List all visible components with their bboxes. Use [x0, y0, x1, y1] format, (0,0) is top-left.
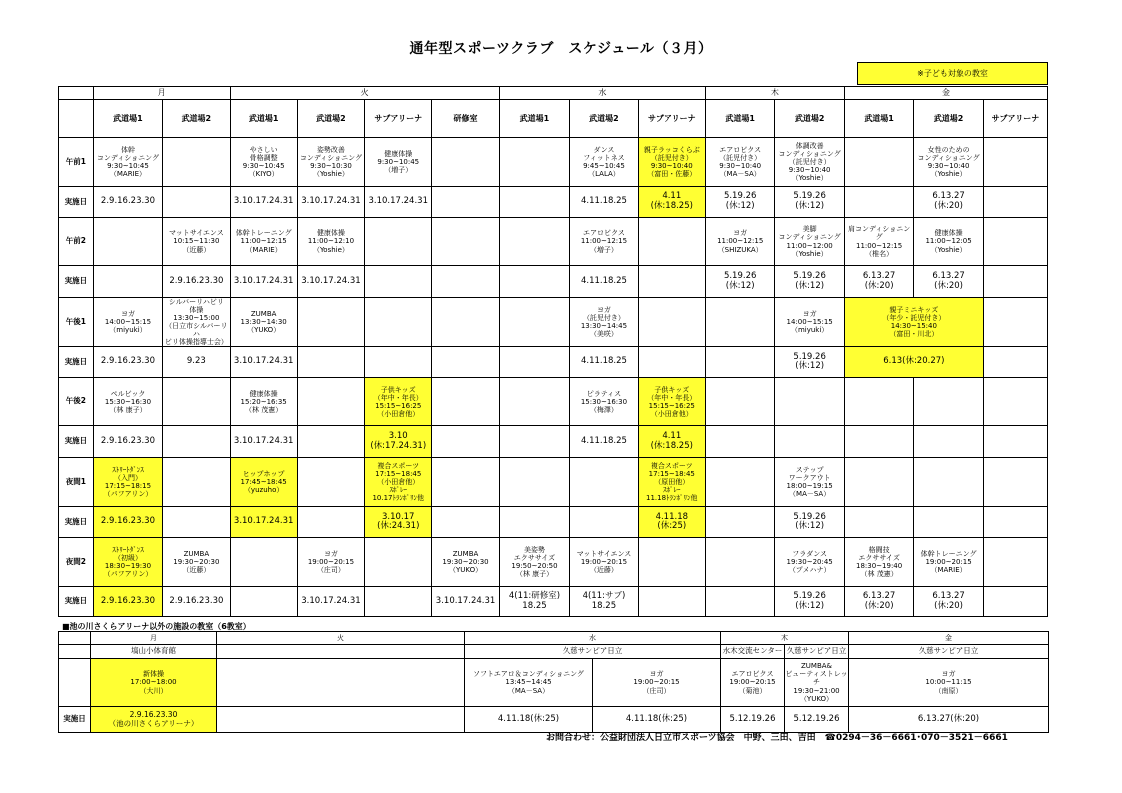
date-cell: 2.9.16.23.30 [163, 266, 230, 298]
date-cell: 3.10.17.24.31 [230, 347, 297, 378]
date-cell [775, 426, 844, 458]
row-label: 実施日 [59, 266, 94, 298]
class-cell: 子供キッズ （年中・年長） 15:15~16:25 （小田倉他） [365, 378, 432, 426]
date-cell: 6.13.27(休:20) [849, 707, 1049, 733]
class-cell [844, 378, 913, 426]
date-cell: 4(11:サブ) 18.25 [570, 587, 638, 617]
date-cell: 3.10.17.24.31 [230, 426, 297, 458]
row-label: 午後2 [59, 378, 94, 426]
date-row [59, 507, 1048, 538]
date-cell: 4.11.18.25 [570, 187, 638, 218]
date-cell: 5.12.19.26 [721, 707, 785, 733]
class-cell: 体調改善 コンディショニング （託児付き） 9:30~10:40 （Yoshie） [775, 138, 844, 187]
class-cell [297, 298, 364, 347]
class-cell [638, 538, 705, 587]
class-cell [297, 378, 364, 426]
day-header: 月 [93, 87, 230, 100]
date-cell: 3.10.17.24.31 [297, 187, 364, 218]
date-cell: 4.11.18 (休:25) [638, 507, 705, 538]
date-cell: 4.11.18(休:25) [593, 707, 721, 733]
date-cell: 5.12.19.26 [785, 707, 849, 733]
class-row [59, 378, 1048, 426]
date-cell [432, 507, 499, 538]
date-cell: 2.9.16.23.30 [163, 587, 230, 617]
date-cell [163, 507, 230, 538]
schedule-table [58, 86, 1048, 617]
class-cell: 健康体操 9:30~10:45 （増子） [365, 138, 432, 187]
class-row [59, 538, 1048, 587]
date-cell: 4.11.18.25 [570, 426, 638, 458]
room-header: 武道場2 [163, 100, 230, 138]
class-cell [432, 138, 499, 187]
room-header: 武道場1 [844, 100, 913, 138]
class-cell: ヨガ 11:00~12:15 （SHIZUKA） [705, 218, 774, 266]
date-cell [570, 507, 638, 538]
class-cell: 子供キッズ （年中・年長） 15:15~16:25 （小田倉他） [638, 378, 705, 426]
day-header: 金 [844, 87, 1047, 100]
class-cell: 体幹トレーニング 19:00~20:15 （MARIE） [914, 538, 983, 587]
date-cell: 3.10.17.24.31 [297, 587, 364, 617]
class-cell [570, 458, 638, 507]
class-cell [844, 458, 913, 507]
class-cell [983, 218, 1047, 266]
class-cell [499, 218, 570, 266]
date-row [59, 587, 1048, 617]
date-cell [983, 426, 1047, 458]
date-cell [983, 347, 1047, 378]
date-cell [432, 426, 499, 458]
date-row [59, 426, 1048, 458]
date-cell: 5.19.26 (休:12) [775, 347, 844, 378]
date-cell: 3.10.17.24.31 [230, 187, 297, 218]
date-cell: 2.9.16.23.30 [93, 187, 162, 218]
date-cell: 2.9.16.23.30 [93, 347, 162, 378]
class-cell: ヨガ 10:00~11:15 （南原） [849, 659, 1049, 707]
date-cell [499, 266, 570, 298]
date-cell: 5.19.26 (休:12) [705, 266, 774, 298]
class-cell: ヨガ 14:00~15:15 （miyuki） [93, 298, 162, 347]
row-label: 夜間2 [59, 538, 94, 587]
venue-header: 塙山小体育館 [91, 645, 217, 659]
class-cell: ソフトエアロ＆コンディショニング 13:45~14:45 （MA－SA） [465, 659, 593, 707]
date-cell: 3.10.17.24.31 [230, 266, 297, 298]
venue-header: 久慈サンピア日立 [785, 645, 849, 659]
class-cell [983, 378, 1047, 426]
class-cell: ヒップホップ 17:45~18:45 （yuzuho） [230, 458, 297, 507]
date-cell [499, 347, 570, 378]
class-cell [365, 298, 432, 347]
date-cell: 3.10.17.24.31 [297, 266, 364, 298]
class-cell [844, 138, 913, 187]
date-cell: 5.19.26 (休:12) [775, 587, 844, 617]
class-cell: ダンス フィットネス 9:45~10:45 （LALA） [570, 138, 638, 187]
date-cell [163, 426, 230, 458]
class-cell [230, 538, 297, 587]
class-cell: 美脚 コンディショニング 11:00~12:00 （Yoshie） [775, 218, 844, 266]
class-cell: 体幹 コンディショニング 9:30~10:45 （MARIE） [93, 138, 162, 187]
date-cell: 6.13.27 (休:20) [914, 587, 983, 617]
class-cell [914, 458, 983, 507]
row-label: 午前2 [59, 218, 94, 266]
row-label: 午後1 [59, 298, 94, 347]
corner-cell [59, 659, 91, 707]
date-cell [297, 507, 364, 538]
date-cell: 4.11.18.25 [570, 266, 638, 298]
date-cell: 3.10.17.24.31 [230, 507, 297, 538]
venue-header: 水木交流センター [721, 645, 785, 659]
class-cell [163, 138, 230, 187]
class-cell: ペルビック 15:30~16:30 （林 康子） [93, 378, 162, 426]
room-header: 武道場2 [775, 100, 844, 138]
class-row [59, 458, 1048, 507]
date-cell [365, 266, 432, 298]
day-header: 水 [465, 632, 721, 645]
date-cell: 6.13.27 (休:20) [914, 266, 983, 298]
date-cell [163, 187, 230, 218]
class-cell [705, 378, 774, 426]
class-cell [705, 458, 774, 507]
row-label: 実施日 [59, 426, 94, 458]
corner-cell [59, 100, 94, 138]
class-cell [983, 298, 1047, 347]
row-label: 実施日 [59, 347, 94, 378]
class-cell: 複合スポーツ 17:15~18:45 （小田倉他） ｽﾎﾟﾚｰ 10.17ﾄﾗﾝﾎﾟﾘﾝ他 [365, 458, 432, 507]
date-cell [914, 507, 983, 538]
class-cell [365, 218, 432, 266]
date-cell: 5.19.26 (休:12) [705, 187, 774, 218]
class-cell: 女性のための コンディショニング 9:30~10:40 （Yoshie） [914, 138, 983, 187]
venue-header [217, 645, 465, 659]
class-cell [638, 218, 705, 266]
date-row [59, 266, 1048, 298]
class-cell [297, 458, 364, 507]
class-cell [499, 378, 570, 426]
class-cell: 肩コンディショニング 11:00~12:15 （椎名） [844, 218, 913, 266]
class-cell [638, 298, 705, 347]
date-cell [705, 507, 774, 538]
room-header: サブアリーナ [983, 100, 1047, 138]
class-cell [775, 378, 844, 426]
class-cell [499, 138, 570, 187]
class-cell: エアロビクス （託児付き） 9:30~10:40 （MA－SA） [705, 138, 774, 187]
room-header: 武道場2 [570, 100, 638, 138]
class-cell: シルバーリハビリ 体操 13:30~15:00 （日立市シルバーリハ ビリ体操指導士会） [163, 298, 230, 347]
room-header: サブアリーナ [638, 100, 705, 138]
date-cell [983, 587, 1047, 617]
day-header: 水 [499, 87, 705, 100]
date-cell [432, 266, 499, 298]
row-label: 実施日 [59, 707, 91, 733]
date-cell: 6.13.27 (休:20) [914, 187, 983, 218]
date-cell [217, 707, 465, 733]
class-cell: 健康体操 11:00~12:10 （Yoshie） [297, 218, 364, 266]
date-cell [844, 426, 913, 458]
class-cell: ヨガ 14:00~15:15 （miyuki） [775, 298, 844, 347]
date-cell: 2.9.16.23.30 [93, 507, 162, 538]
day-header: 金 [849, 632, 1049, 645]
date-cell [705, 587, 774, 617]
corner-cell [59, 632, 91, 645]
class-row [59, 138, 1048, 187]
date-cell [432, 347, 499, 378]
class-cell: ｽﾄﾘｰﾄﾀﾞﾝｽ （入門） 17:15~18:15 （パフアリン） [93, 458, 162, 507]
class-cell: ZUMBA 19:30~20:30 （近藤） [163, 538, 230, 587]
other-facilities-table [58, 631, 1049, 733]
date-cell: 5.19.26 (休:12) [775, 187, 844, 218]
date-cell [297, 426, 364, 458]
room-header: 武道場1 [93, 100, 162, 138]
venue-header: 久慈サンピア日立 [849, 645, 1049, 659]
date-cell [365, 587, 432, 617]
class-cell: やさしい 骨格調整 9:30~10:45 （KIYO） [230, 138, 297, 187]
class-cell: 美姿勢 エクササイズ 19:50~20:50 （林 康子） [499, 538, 570, 587]
class-cell [499, 298, 570, 347]
row-label: 実施日 [59, 187, 94, 218]
class-cell: ヨガ 19:00~20:15 （庄司） [593, 659, 721, 707]
row-label: 実施日 [59, 507, 94, 538]
date-cell: 5.19.26 (休:12) [775, 507, 844, 538]
row-label: 夜間1 [59, 458, 94, 507]
room-header: 武道場2 [297, 100, 364, 138]
class-row [59, 298, 1048, 347]
day-header: 火 [217, 632, 465, 645]
class-cell: ヨガ （託児付き） 13:30~14:45 （美咲） [570, 298, 638, 347]
class-cell [93, 218, 162, 266]
class-cell: フラダンス 19:30~20:45 （プメハナ） [775, 538, 844, 587]
date-cell [365, 347, 432, 378]
date-cell [499, 426, 570, 458]
date-cell: 3.10.17.24.31 [432, 587, 499, 617]
class-cell [432, 378, 499, 426]
corner-cell [59, 87, 94, 100]
day-header: 月 [91, 632, 217, 645]
class-cell: マットサイエンス 19:00~20:15 （近藤） [570, 538, 638, 587]
date-cell [432, 187, 499, 218]
class-cell: ｽﾄﾘｰﾄﾀﾞﾝｽ （初級） 18:30~19:30 （パフアリン） [93, 538, 162, 587]
class-cell [983, 458, 1047, 507]
class-cell [983, 138, 1047, 187]
date-cell [638, 587, 705, 617]
room-header: 武道場2 [914, 100, 983, 138]
date-cell [844, 507, 913, 538]
date-cell: 6.13(休:20.27) [844, 347, 983, 378]
class-cell: 新体操 17:00~18:00 （大川） [91, 659, 217, 707]
class-row [59, 218, 1048, 266]
class-cell [983, 538, 1047, 587]
class-cell [705, 298, 774, 347]
date-cell [983, 187, 1047, 218]
date-cell [983, 507, 1047, 538]
room-header: 武道場1 [499, 100, 570, 138]
date-cell [297, 347, 364, 378]
date-cell: 9.23 [163, 347, 230, 378]
date-row [59, 347, 1048, 378]
class-cell [432, 298, 499, 347]
class-cell [499, 458, 570, 507]
date-cell [93, 266, 162, 298]
contact-footer: お問合わせ：公益財団法人日立市スポーツ協会 中野、三田、吉田 ☎0294－36－6661･070－3521－6661 [546, 733, 1008, 743]
day-header: 火 [230, 87, 499, 100]
page-title: 通年型スポーツクラブ スケジュール（３月） [409, 41, 713, 57]
date-cell [499, 507, 570, 538]
date-cell [638, 266, 705, 298]
date-row [59, 187, 1048, 218]
class-cell [217, 659, 465, 707]
class-cell [705, 538, 774, 587]
date-cell: 3.10.17.24.31 [365, 187, 432, 218]
room-header: サブアリーナ [365, 100, 432, 138]
class-cell: ZUMBA 13:30~14:30 （YUKO） [230, 298, 297, 347]
class-cell: 健康体操 15:20~16:35 （林 茂憲） [230, 378, 297, 426]
date-cell: 3.10 (休:17.24.31) [365, 426, 432, 458]
class-cell: エアロビクス 19:00~20:15 （菊池） [721, 659, 785, 707]
class-cell: マットサイエンス 10:15~11:30 （近藤） [163, 218, 230, 266]
row-label: 午前1 [59, 138, 94, 187]
date-cell: 6.13.27 (休:20) [844, 266, 913, 298]
class-cell: 体幹トレーニング 11:00~12:15 （MARIE） [230, 218, 297, 266]
date-cell [638, 347, 705, 378]
date-cell [499, 187, 570, 218]
date-cell: 4(11:研修室) 18.25 [499, 587, 570, 617]
class-cell: ピラティス 15:30~16:30 （梅澤） [570, 378, 638, 426]
class-cell: ZUMBA& ビューティストレッチ 19:30~21:00 （YUKO） [785, 659, 849, 707]
date-cell [844, 187, 913, 218]
children-class-note: ※子ども対象の教室 [857, 62, 1048, 85]
date-cell [983, 266, 1047, 298]
class-cell: 複合スポーツ 17:15~18:45 （原田他） ｽﾎﾟﾚｰ 11.18ﾄﾗﾝﾎﾟﾘﾝ他 [638, 458, 705, 507]
room-header: 武道場1 [705, 100, 774, 138]
date-cell: 4.11.18(休:25) [465, 707, 593, 733]
class-cell [163, 458, 230, 507]
date-cell: 4.11.18.25 [570, 347, 638, 378]
room-header: 武道場1 [230, 100, 297, 138]
date-cell [705, 347, 774, 378]
date-cell: 3.10.17 (休:24.31) [365, 507, 432, 538]
class-cell: 格闘技 エクササイズ 18:30~19:40 （林 茂憲） [844, 538, 913, 587]
day-header: 木 [721, 632, 849, 645]
room-header: 研修室 [432, 100, 499, 138]
class-cell: ヨガ 19:00~20:15 （庄司） [297, 538, 364, 587]
date-cell: 6.13.27 (休:20) [844, 587, 913, 617]
class-cell: 姿勢改善 コンディショニング 9:30~10:30 （Yoshie） [297, 138, 364, 187]
corner-cell [59, 645, 91, 659]
date-cell: 2.9.16.23.30 （池の川さくらアリーナ） [91, 707, 217, 733]
date-cell [705, 426, 774, 458]
date-cell: 2.9.16.23.30 [93, 426, 162, 458]
date-cell: 4.11 (休:18.25) [638, 426, 705, 458]
date-cell [914, 426, 983, 458]
date-cell: 4.11 (休:18.25) [638, 187, 705, 218]
date-cell [230, 587, 297, 617]
day-header: 木 [705, 87, 844, 100]
class-cell [914, 378, 983, 426]
date-cell: 5.19.26 (休:12) [775, 266, 844, 298]
class-cell: ステップ ワークアウト 18:00~19:15 （MA－SA） [775, 458, 844, 507]
class-cell [432, 218, 499, 266]
other-facilities-title: ■池の川さくらアリーナ以外の施設の教室（6教室） [62, 622, 251, 631]
row-label: 実施日 [59, 587, 94, 617]
date-cell: 2.9.16.23.30 [93, 587, 162, 617]
class-cell: 健康体操 11:00~12:05 （Yoshie） [914, 218, 983, 266]
class-cell [432, 458, 499, 507]
class-cell: ZUMBA 19:30~20:30 （YUKO） [432, 538, 499, 587]
class-cell: 親子ミニキッズ （年少・託児付き） 14:30~15:40 （富田・川北） [844, 298, 983, 347]
class-cell [365, 538, 432, 587]
venue-header: 久慈サンピア日立 [465, 645, 721, 659]
class-cell [163, 378, 230, 426]
class-cell: 親子ラッコくらぶ （託児付き） 9:30~10:40 （富田・佐藤） [638, 138, 705, 187]
class-cell: エアロビクス 11:00~12:15 （増子） [570, 218, 638, 266]
